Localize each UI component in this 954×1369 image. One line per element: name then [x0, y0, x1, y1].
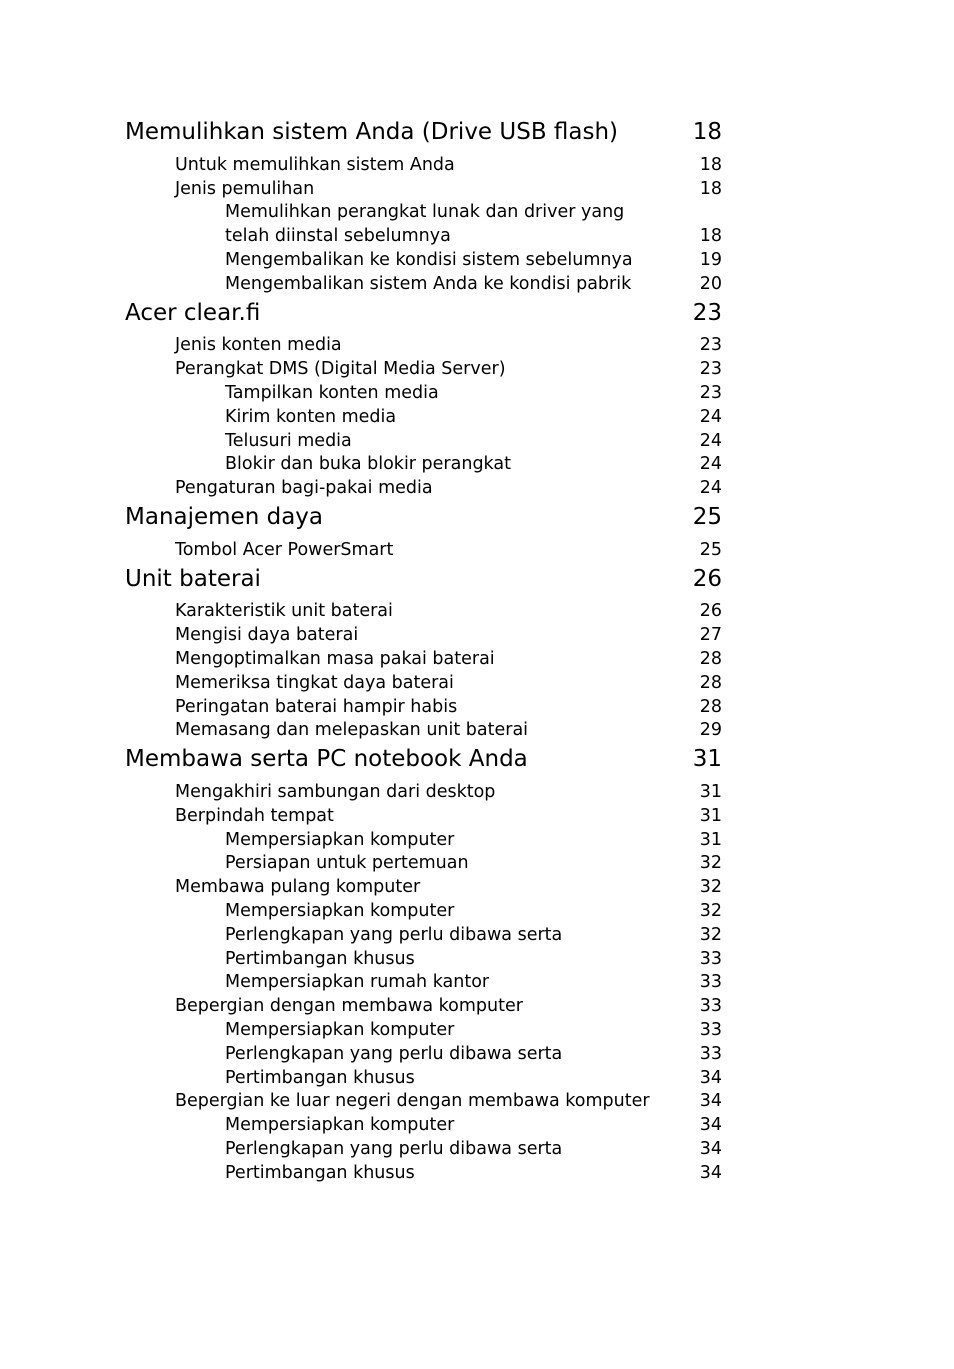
toc-entry-page-number: 31: [699, 805, 722, 826]
toc-entry-page-number: 23: [699, 383, 722, 403]
toc-entry-title: Manajemen daya: [125, 504, 323, 530]
toc-entry-title: Mempersiapkan komputer: [225, 1020, 455, 1040]
toc-entry-page-number: 28: [699, 672, 722, 693]
toc-entry-page-number: 34: [699, 1162, 722, 1183]
toc-entry-title: Perlengkapan yang perlu dibawa serta: [225, 924, 563, 945]
toc-entry-title: Perlengkapan yang perlu dibawa serta: [225, 1043, 563, 1064]
toc-entry-title: Pengaturan bagi-pakai media: [175, 478, 433, 499]
toc-entry-page-number: 32: [699, 924, 722, 945]
toc-entry-page-number: 33: [699, 1043, 722, 1064]
toc-entry-page-number: 24: [699, 430, 722, 451]
toc-entry-title: Acer clear.fi: [125, 299, 261, 326]
toc-entry-title: Mengakhiri sambungan dari desktop: [175, 782, 496, 802]
toc-entry-title: Blokir dan buka blokir perangkat: [225, 454, 511, 475]
toc-entry-page-number: 32: [699, 901, 722, 921]
toc-entry-title: Mengoptimalkan masa pakai baterai: [175, 649, 495, 669]
toc-entry-page-number: 25: [699, 539, 722, 560]
toc-entry-title: Pertimbangan khusus: [225, 948, 415, 969]
toc-entry-title: Berpindah tempat: [175, 805, 334, 826]
toc-entry-page-number: 20: [699, 273, 722, 294]
toc-entry-title: Membawa serta PC notebook Anda: [125, 746, 528, 773]
toc-entry-title: Tampilkan konten media: [225, 383, 439, 403]
toc-entry-page-number: 28: [699, 649, 722, 669]
toc-entry-page-number: 23: [692, 299, 722, 326]
toc-entry-page-number: 25: [692, 504, 722, 530]
toc-entry-title: Mengembalikan ke kondisi sistem sebelumnya: [225, 250, 633, 270]
toc-entry-title: Jenis pemulihan: [175, 178, 315, 199]
toc-entry-title: Untuk memulihkan sistem Anda: [175, 154, 455, 175]
toc-entry-title: Memeriksa tingkat daya baterai: [175, 672, 454, 693]
toc-entry-page-number: 33: [699, 972, 722, 993]
toc-entry-title: Perlengkapan yang perlu dibawa serta: [225, 1139, 563, 1159]
toc-entry-page-number: 19: [699, 250, 722, 270]
toc-entry-page-number: 26: [692, 565, 722, 592]
toc-entry-title: Pertimbangan khusus: [225, 1067, 415, 1088]
toc-entry-title: Karakteristik unit baterai: [175, 601, 393, 622]
toc-entry-page-number: 24: [699, 406, 722, 427]
toc-entry-page-number: 24: [699, 478, 722, 499]
toc-entry-title: Pertimbangan khusus: [225, 1162, 415, 1183]
toc-entry-page-number: 18: [699, 226, 722, 247]
toc-entry-page-number: 33: [699, 996, 722, 1017]
toc-entry-title: Mempersiapkan komputer: [225, 1115, 455, 1136]
toc-entry-page-number: 23: [699, 359, 722, 380]
toc-entry-page-number: 31: [692, 746, 722, 773]
toc-entry-title: Unit baterai: [125, 565, 261, 592]
toc-entry-page-number: 29: [699, 720, 722, 741]
toc-entry-title: Kirim konten media: [225, 406, 397, 427]
toc-entry-page-number: 33: [699, 948, 722, 969]
toc-entry-page-number: 34: [699, 1091, 722, 1112]
toc-entry-title: Mempersiapkan komputer: [225, 829, 455, 850]
toc-entry-title: Persiapan untuk pertemuan: [225, 853, 469, 874]
toc-entry-page-number: 34: [699, 1139, 722, 1159]
toc-entry-page-number: 28: [699, 696, 722, 717]
toc-entry-page-number: 31: [699, 829, 722, 850]
toc-entry-page-number: 34: [699, 1067, 722, 1088]
toc-entry-title: Mengisi daya baterai: [175, 625, 359, 646]
toc-entry-page-number: 34: [699, 1115, 722, 1136]
toc-entry-title: Perangkat DMS (Digital Media Server): [175, 359, 506, 380]
toc-entry-title: Bepergian ke luar negeri dengan membawa komputer: [175, 1091, 650, 1112]
toc-entry-page-number: 18: [699, 154, 722, 175]
toc-entry-title: Mengembalikan sistem Anda ke kondisi pabrik: [225, 273, 632, 294]
toc-entry-title: Mempersiapkan komputer: [225, 901, 455, 921]
toc-entry-title: Peringatan baterai hampir habis: [175, 696, 458, 717]
toc-entry-page-number: 33: [699, 1020, 722, 1040]
toc-entry-title: Memasang dan melepaskan unit baterai: [175, 720, 529, 741]
toc-entry-title: Memulihkan perangkat lunak dan driver yang: [225, 202, 625, 223]
toc-entry-page-number: 32: [699, 877, 722, 898]
toc-entry-page-number: 27: [699, 625, 722, 646]
toc-entry-title: telah diinstal sebelumnya: [225, 226, 451, 247]
toc-entry-page-number: 32: [699, 853, 722, 874]
toc-entry-page-number: 23: [699, 335, 722, 356]
toc-entry-title: Tombol Acer PowerSmart: [175, 539, 394, 560]
toc-entry-page-number: 18: [699, 178, 722, 199]
toc-entry-title: Memulihkan sistem Anda (Drive USB flash): [125, 119, 619, 145]
toc-entry-page-number: 24: [699, 454, 722, 475]
toc-entry[interactable]: [225, 1139, 722, 1183]
toc-entry-page-number: 18: [692, 119, 722, 145]
toc-entry-title: Membawa pulang komputer: [175, 877, 421, 898]
toc-entry-title: Bepergian dengan membawa komputer: [175, 996, 523, 1017]
toc-entry-title: Jenis konten media: [175, 335, 342, 356]
toc-entry-title: Mempersiapkan rumah kantor: [225, 972, 490, 993]
toc-entry-page-number: 26: [699, 601, 722, 622]
toc-entry-title: Telusuri media: [225, 430, 352, 451]
toc-entry-page-number: 31: [699, 782, 722, 802]
